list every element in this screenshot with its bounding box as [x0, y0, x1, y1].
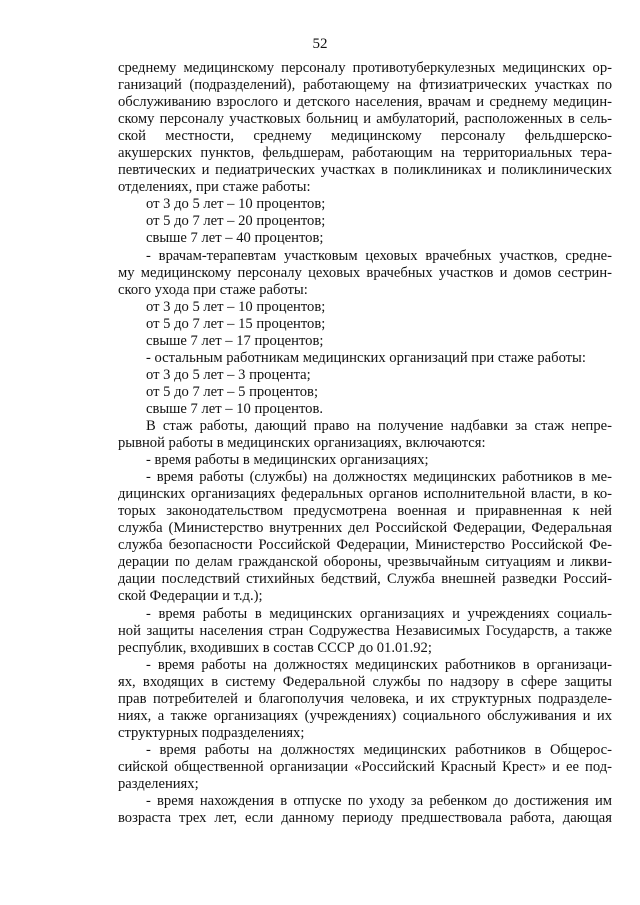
text-line: от 5 до 7 лет – 5 процентов;: [146, 383, 318, 400]
text-line: дицинских организациях федеральных органов исполнительной власти, в ко-: [118, 486, 612, 503]
text-line: акушерских пунктов, фельдшерам, работающим на территориальных тера-: [118, 145, 612, 162]
text-line: дации последствий стихийных бедствий, Служба внешней разведки Россий-: [118, 571, 612, 588]
text-line: - время нахождения в отпуске по уходу за ребенком до достижения им: [146, 793, 612, 810]
text-line: рывной работы в медицинских организациях, включаются:: [118, 435, 486, 452]
text-line: обслуживанию взрослого и детского населения, врачам и среднему медицин-: [118, 94, 612, 111]
text-line: скому персоналу участковых больниц и амбулаторий, расположенных в сель-: [118, 111, 612, 128]
text-line: - время работы на должностях медицинских работников в Общерос-: [146, 741, 612, 758]
text-line: среднему медицинскому персоналу противотуберкулезных медицинских ор-: [118, 60, 612, 76]
page-number: 52: [312, 36, 328, 52]
text-line: ях, входящих в систему Федеральной службы по надзору в сфере защиты: [118, 673, 612, 690]
text-line: служба безопасности Российской Федерации, Министерство Российской Фе-: [118, 537, 612, 554]
text-line: ского ухода при стаже работы:: [118, 281, 308, 298]
text-line: возраста трех лет, если данному периоду предшествовала работа, дающая: [118, 810, 612, 827]
text-line: от 3 до 5 лет – 3 процента;: [146, 366, 311, 383]
text-line: - остальным работникам медицинских организаций при стаже работы:: [146, 349, 586, 366]
text-line: структурных подразделениях;: [118, 724, 305, 741]
text-line: ской местности, среднему медицинскому персоналу фельдшерско-: [118, 128, 612, 145]
text-line: сийской общественной организации «Российский Красный Крест» и ее под-: [118, 758, 612, 775]
text-line: ниях, а также организациях (учреждениях) социального обслуживания и их: [118, 707, 612, 724]
text-line: служба (Министерство внутренних дел Российской Федерации, Федеральная: [118, 520, 612, 537]
text-line: республик, входивших в состав СССР до 01.01.92;: [118, 639, 432, 656]
text-line: - время работы в медицинских организациях;: [146, 452, 429, 469]
text-line: дерации по делам гражданской обороны, чрезвычайным ситуациям и ликви-: [118, 554, 612, 571]
text-line: В стаж работы, дающий право на получение надбавки за стаж непре-: [146, 417, 612, 434]
text-line: от 5 до 7 лет – 20 процентов;: [146, 213, 326, 230]
text-line: от 3 до 5 лет – 10 процентов;: [146, 196, 326, 213]
text-line: - время работы на должностях медицинских работников в организаци-: [146, 656, 612, 673]
text-line: - время работы (службы) на должностях медицинских работников в ме-: [146, 469, 612, 486]
text-line: му медицинскому персоналу цеховых врачебных участков и домов сестрин-: [118, 264, 612, 281]
text-line: ской Федерации и т.д.);: [118, 588, 263, 605]
text-line: торых законодательством предусмотрена военная и приравненная к ней: [118, 503, 612, 520]
text-line: - врачам-терапевтам участковым цеховых врачебных участков, средне-: [146, 247, 612, 264]
text-line: от 5 до 7 лет – 15 процентов;: [146, 315, 326, 332]
text-line: певтических и педиатрических участках в поликлиниках и поликлинических: [118, 162, 612, 179]
text-line: отделениях, при стаже работы:: [118, 179, 311, 196]
text-line: ной защиты населения стран Содружества Независимых Государств, а также: [118, 622, 612, 639]
text-line: свыше 7 лет – 17 процентов;: [146, 332, 324, 349]
text-line: ганизаций (подразделений), работающему на фтизиатрических участках по: [118, 77, 612, 94]
text-line: разделениях;: [118, 775, 199, 792]
text-line: свыше 7 лет – 10 процентов.: [146, 400, 323, 417]
text-line: свыше 7 лет – 40 процентов;: [146, 230, 324, 247]
text-line: прав потребителей и благополучия человека, и их структурных подразделе-: [118, 690, 612, 707]
text-line: - время работы в медицинских организациях и учреждениях социаль-: [146, 605, 612, 622]
document-body: [118, 60, 612, 827]
text-line: от 3 до 5 лет – 10 процентов;: [146, 298, 326, 315]
